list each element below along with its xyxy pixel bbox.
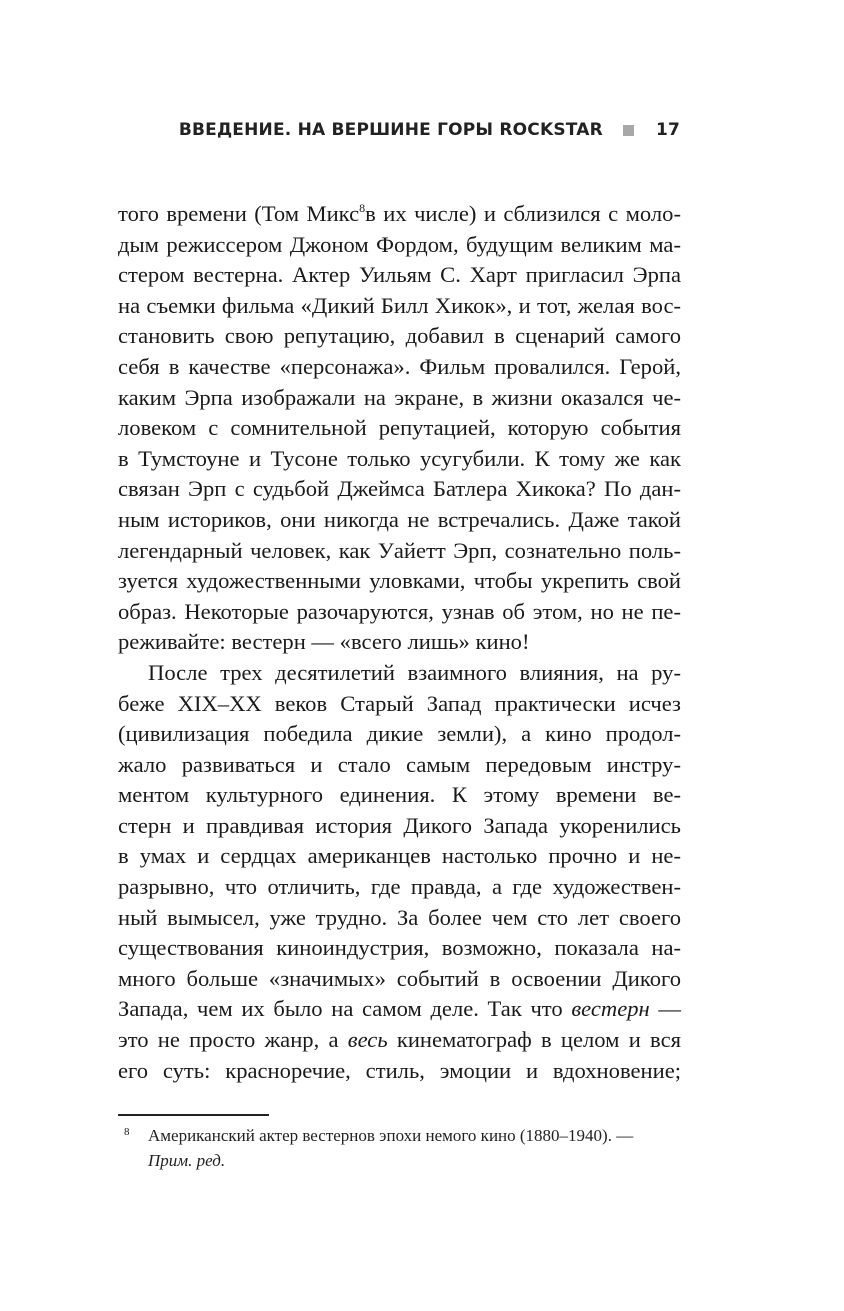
footnote xyxy=(118,1123,681,1173)
chapter-title: ВВЕДЕНИЕ. НА ВЕРШИНЕ ГОРЫ ROCKSTAR xyxy=(178,120,603,140)
text-line: Запада, чем их было на самом деле. Так что вестерн — xyxy=(118,996,681,1022)
emphasis: вестерн xyxy=(571,996,650,1022)
text-line: стером вестерна. Актер Уильям С. Харт пригласил Эрпа xyxy=(118,262,681,288)
text-line: связан Эрп с судьбой Джеймса Батлера Хикока? По дан- xyxy=(118,476,681,502)
text-line: много больше «значимых» событий в освоении Дикого xyxy=(118,965,681,991)
main-text xyxy=(118,199,681,1086)
text-line: стерн и правдивая история Дикого Запада укоренились xyxy=(118,812,681,838)
text-line: в Тумстоуне и Тусоне только усугубили. К тому же как xyxy=(118,445,681,471)
footnote-divider xyxy=(118,1114,269,1116)
footnote-text: Американский актер вестернов эпохи немого кино (1880–1940). — xyxy=(148,1126,634,1145)
text-line: разрывно, что отличить, где правда, а где художествен- xyxy=(118,874,681,900)
text-line: ментом культурного единения. К этому времени ве- xyxy=(118,782,681,808)
text-line: образ. Некоторые разочаруются, узнав об этом, но не пе- xyxy=(118,598,681,624)
text-line: легендарный человек, как Уайетт Эрп, сознательно поль- xyxy=(118,537,681,563)
text-line: ным историков, они никогда не встречались. Даже такой xyxy=(118,506,681,532)
text-line: жало развиваться и стало самым передовым инстру- xyxy=(118,751,681,777)
emphasis: весь xyxy=(347,1027,388,1053)
text-line: (цивилизация победила дикие земли), а кино продол- xyxy=(118,721,681,747)
text-line: каким Эрпа изображали на экране, в жизни оказался че- xyxy=(118,384,681,410)
footnote-editor-note: Прим. ред. xyxy=(148,1151,226,1170)
text-line: дым режиссером Джоном Фордом, будущим великим ма- xyxy=(118,231,681,257)
page-number: 17 xyxy=(655,120,680,140)
text-line: становить свою репутацию, добавил в сценарий самого xyxy=(118,323,681,349)
footnote-number: 8 xyxy=(124,1126,130,1138)
text-line: в умах и сердцах американцев настолько прочно и не- xyxy=(118,843,681,869)
text-line: его суть: красноречие, стиль, эмоции и вдохновение; xyxy=(118,1057,681,1083)
text-line: ловеком с сомнительной репутацией, которую события xyxy=(118,415,681,441)
running-head xyxy=(179,120,680,140)
text-line: это не просто жанр, а весь кинематограф в целом и вся xyxy=(118,1027,681,1053)
text-line: того времени (Том Микс$^8$в их числе) и сблизился с моло- xyxy=(118,201,681,226)
text-line: ный вымысел, уже трудно. За более чем сто лет своего xyxy=(118,904,681,930)
text-line: зуется художественными уловками, чтобы укрепить свой xyxy=(118,568,681,594)
text-line: существования киноиндустрия, возможно, показала на- xyxy=(118,935,681,961)
text-line: реживайте: вестерн — «всего лишь» кино! xyxy=(118,629,530,655)
text-line: себя в качестве «персонажа». Фильм провалился. Герой, xyxy=(118,353,681,379)
footnote-reference[interactable]: 8 xyxy=(359,201,366,215)
separator-square-icon xyxy=(623,125,634,136)
paragraph-first-line: После трех десятилетий взаимного влияния, на ру- xyxy=(148,659,681,685)
text-line: беже XIX–XX веков Старый Запад практически исчез xyxy=(118,690,681,716)
text-line: на съемки фильма «Дикий Билл Хикок», и тот, желая вос- xyxy=(118,292,681,318)
